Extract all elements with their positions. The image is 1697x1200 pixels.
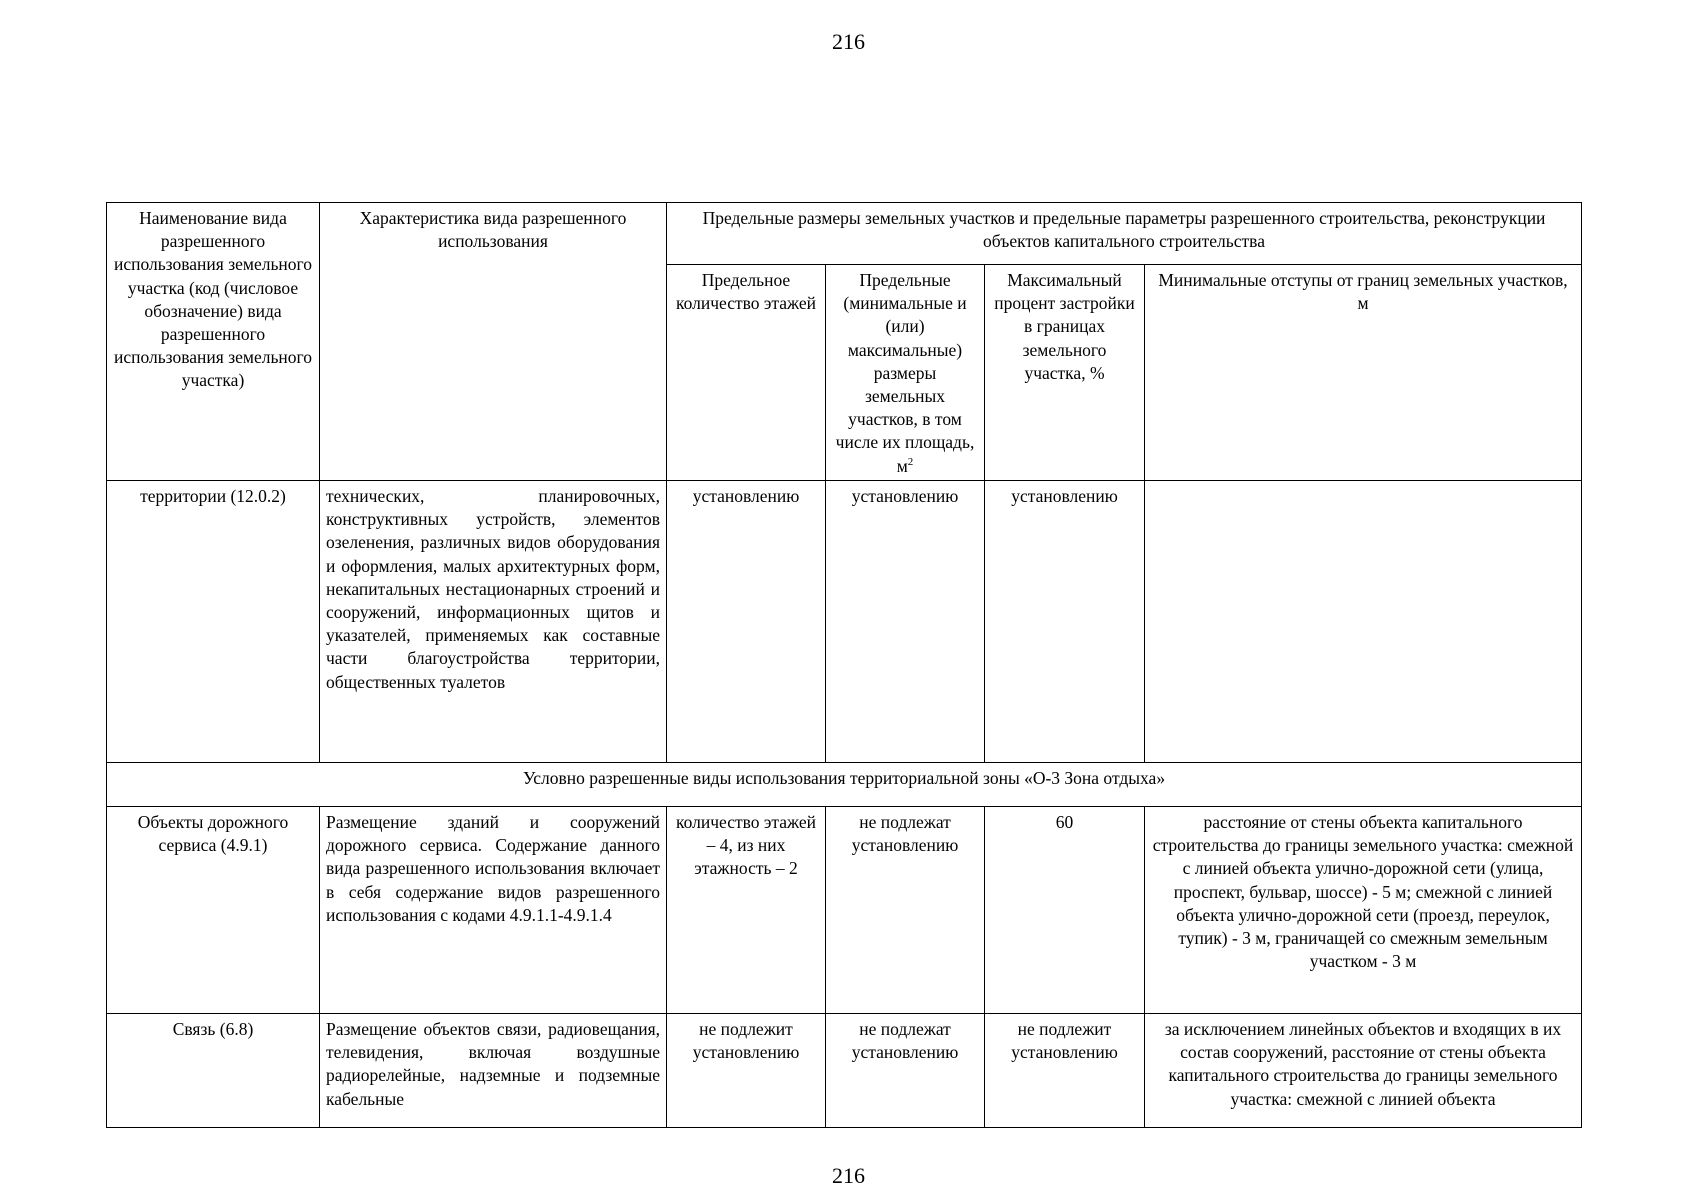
- cell-floors: установлению: [667, 481, 826, 763]
- cell-coverage: 60: [985, 807, 1145, 1014]
- cell-floors: количество этажей – 4, из них этажность – 2: [667, 807, 826, 1014]
- cell-floors: не подлежит установлению: [667, 1014, 826, 1128]
- cell-name: Связь (6.8): [107, 1014, 320, 1128]
- header-land-use-description: Характеристика вида разрешенного использования: [320, 203, 667, 481]
- cell-description: Размещение объектов связи, радиовещания, телевидения, включая воздушные радиорелейные, надземные и подземные кабельные: [320, 1014, 667, 1128]
- header-plot-sizes-sup: 2: [907, 455, 914, 468]
- header-max-floors: Предельное количество этажей: [667, 265, 826, 481]
- cell-sizes: установлению: [826, 481, 985, 763]
- table-row-section: [107, 763, 1582, 807]
- header-min-setbacks: Минимальные отступы от границ земельных участков, м: [1145, 265, 1582, 481]
- table-row-territory: [107, 481, 1582, 763]
- cell-setbacks: [1145, 481, 1582, 763]
- header-land-use-name: Наименование вида разрешенного использования земельного участка (код (числовое обозначение) вида разрешенного использования земельного участка): [107, 203, 320, 481]
- cell-setbacks: за исключением линейных объектов и входящих в их состав сооружений, расстояние от стены объекта капитального строительства до границы земельного участка: смежной с линией объекта: [1145, 1014, 1582, 1128]
- page-number-top: 216: [832, 29, 865, 54]
- header-plot-sizes: [826, 265, 985, 481]
- cell-description: Размещение зданий и сооружений дорожного сервиса. Содержание данного вида разрешенного использования включает в себя содержание видов разрешенного использования с кодами 4.9.1.1-4.9.1.4: [320, 807, 667, 1014]
- section-title: Условно разрешенные виды использования территориальной зоны «О-3 Зона отдыха»: [107, 763, 1582, 807]
- header-max-coverage: Максимальный процент застройки в границах земельного участка, %: [985, 265, 1145, 481]
- cell-setbacks: расстояние от стены объекта капитального строительства до границы земельного участка: смежной с линией объекта улично-дорожной сети (улица, проспект, бульвар, шоссе) - 5 м; смежной с линией объекта улично-дорожной сети (проезд, переулок, тупик) - 3 м, граничащей со смежным земельным участком - 3 м: [1145, 807, 1582, 1014]
- table-row-communication: [107, 1014, 1582, 1128]
- cell-coverage: не подлежит установлению: [985, 1014, 1145, 1128]
- page-number-bottom: 216: [832, 1163, 865, 1188]
- land-use-table: [106, 202, 1582, 1128]
- table-row-road-service: [107, 807, 1582, 1014]
- header-limits-group: Предельные размеры земельных участков и предельные параметры разрешенного строительства, реконструкции объектов капитального строительства: [667, 203, 1582, 265]
- header-plot-sizes-text: Предельные (минимальные и (или) максимальные) размеры земельных участков, в том числе их площадь, м: [835, 270, 975, 476]
- header-row-top: [107, 203, 1582, 265]
- cell-sizes: не подлежат установлению: [826, 807, 985, 1014]
- cell-sizes: не подлежат установлению: [826, 1014, 985, 1128]
- cell-name: Объекты дорожного сервиса (4.9.1): [107, 807, 320, 1014]
- cell-description: технических, планировочных, конструктивных устройств, элементов озеленения, различных видов оборудования и оформления, малых архитектурных форм, некапитальных нестационарных строений и сооружений, информационных щитов и указателей, применяемых как составные части благоустройства территории, общественных туалетов: [320, 481, 667, 763]
- cell-name: территории (12.0.2): [107, 481, 320, 763]
- cell-coverage: установлению: [985, 481, 1145, 763]
